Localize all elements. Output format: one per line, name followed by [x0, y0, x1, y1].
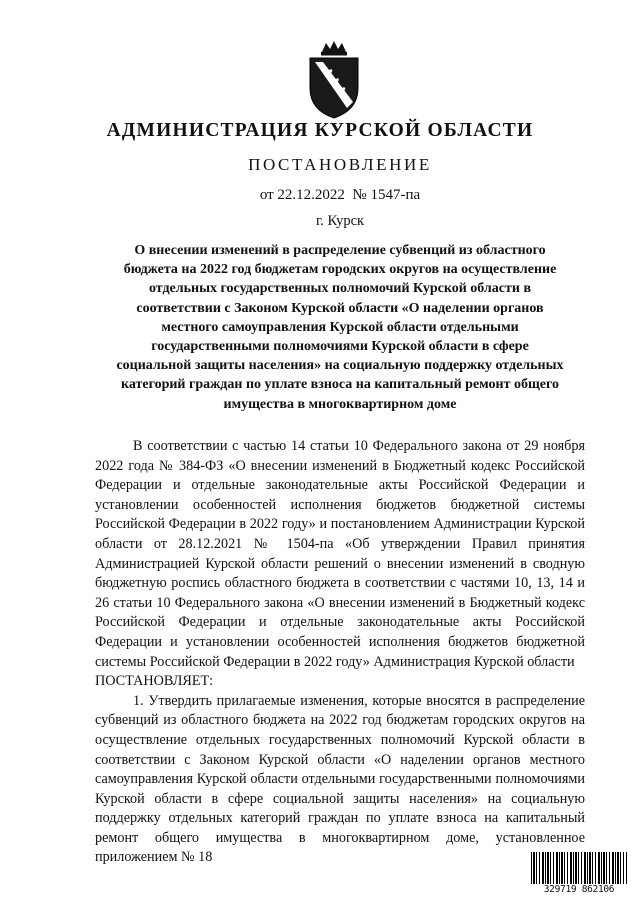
preamble-paragraph: В соответствии с частью 14 статьи 10 Федерального закона от 29 ноября 2022 года № 384-ФЗ «О внесении изменений в Бюджетный кодекс Российской Федерации и отдельные законодательные акты Российской Федерации и установлении особенностей исполнения бюджетов бюджетной системы Российской Федерации в 2022 году» и постановлением Администрации Курской области от 28.12.2021 № 1504-па «Об утверждении Правил принятия Администрацией Курской области решений о внесении изменений в сводную бюджетную роспись областного бюджета в соответствии с частями 10, 13, 14 и 26 статьи 10 Федерального закона «О внесении изменений в Бюджетный кодекс Российской Федерации и отдельные законодательные акты Российской Федерации и установлении особенностей исполнения бюджетов бюджетной системы Российской Федерации в 2022 году» Администрация Курской области	[95, 438, 585, 670]
document-title	[95, 241, 585, 414]
title-line: государственными полномочиями Курской области в сфере	[151, 339, 529, 355]
issuing-authority: АДМИНИСТРАЦИЯ КУРСКОЙ ОБЛАСТИ	[106, 120, 534, 141]
title-line: О внесении изменений в распределение субвенций из областного	[134, 243, 546, 258]
document-barcode	[531, 852, 627, 897]
barcode-bars	[531, 852, 627, 884]
title-line: имущества в многоквартирном доме	[223, 396, 457, 412]
decree-word: ПОСТАНОВЛЯЕТ:	[95, 673, 214, 690]
document-body	[95, 437, 585, 868]
title-line: категорий граждан по уплате взноса на капитальный ремонт общего	[120, 377, 559, 393]
title-line: местного самоуправления Курской области отдельными	[161, 319, 519, 335]
title-line: социальной защиты населения» на социальную поддержку отдельных	[116, 358, 564, 374]
document-city: г. Курск	[315, 213, 365, 229]
title-line: отдельных государственных полномочий Курской области в	[148, 281, 532, 297]
document-date-number: от 22.12.2022 № 1547-па	[259, 187, 421, 203]
item-1-paragraph: 1. Утвердить прилагаемые изменения, которые вносятся в распределение субвенций из областного бюджета на 2022 год бюджетам городских округов на осуществление отдельных государственных полномочий Курской области в соответствии с Законом Курской области «О наделении органов местного самоуправления Курской области отдельными государственными полномочиями Курской области в сфере социальной защиты населения» на социальную поддержку отдельных категорий граждан по уплате взноса на капитальный ремонт общего имущества в многоквартирном доме, установленное приложением № 18	[95, 692, 585, 866]
barcode-digits: 329719 862106	[543, 884, 615, 895]
title-line: бюджета на 2022 год бюджетам городских округов на осуществление	[123, 262, 557, 278]
coat-of-arms-icon	[303, 40, 365, 120]
title-line: соответствии с Законом Курской области «О наделении органов	[136, 300, 544, 316]
document-type: ПОСТАНОВЛЕНИЕ	[248, 155, 432, 174]
